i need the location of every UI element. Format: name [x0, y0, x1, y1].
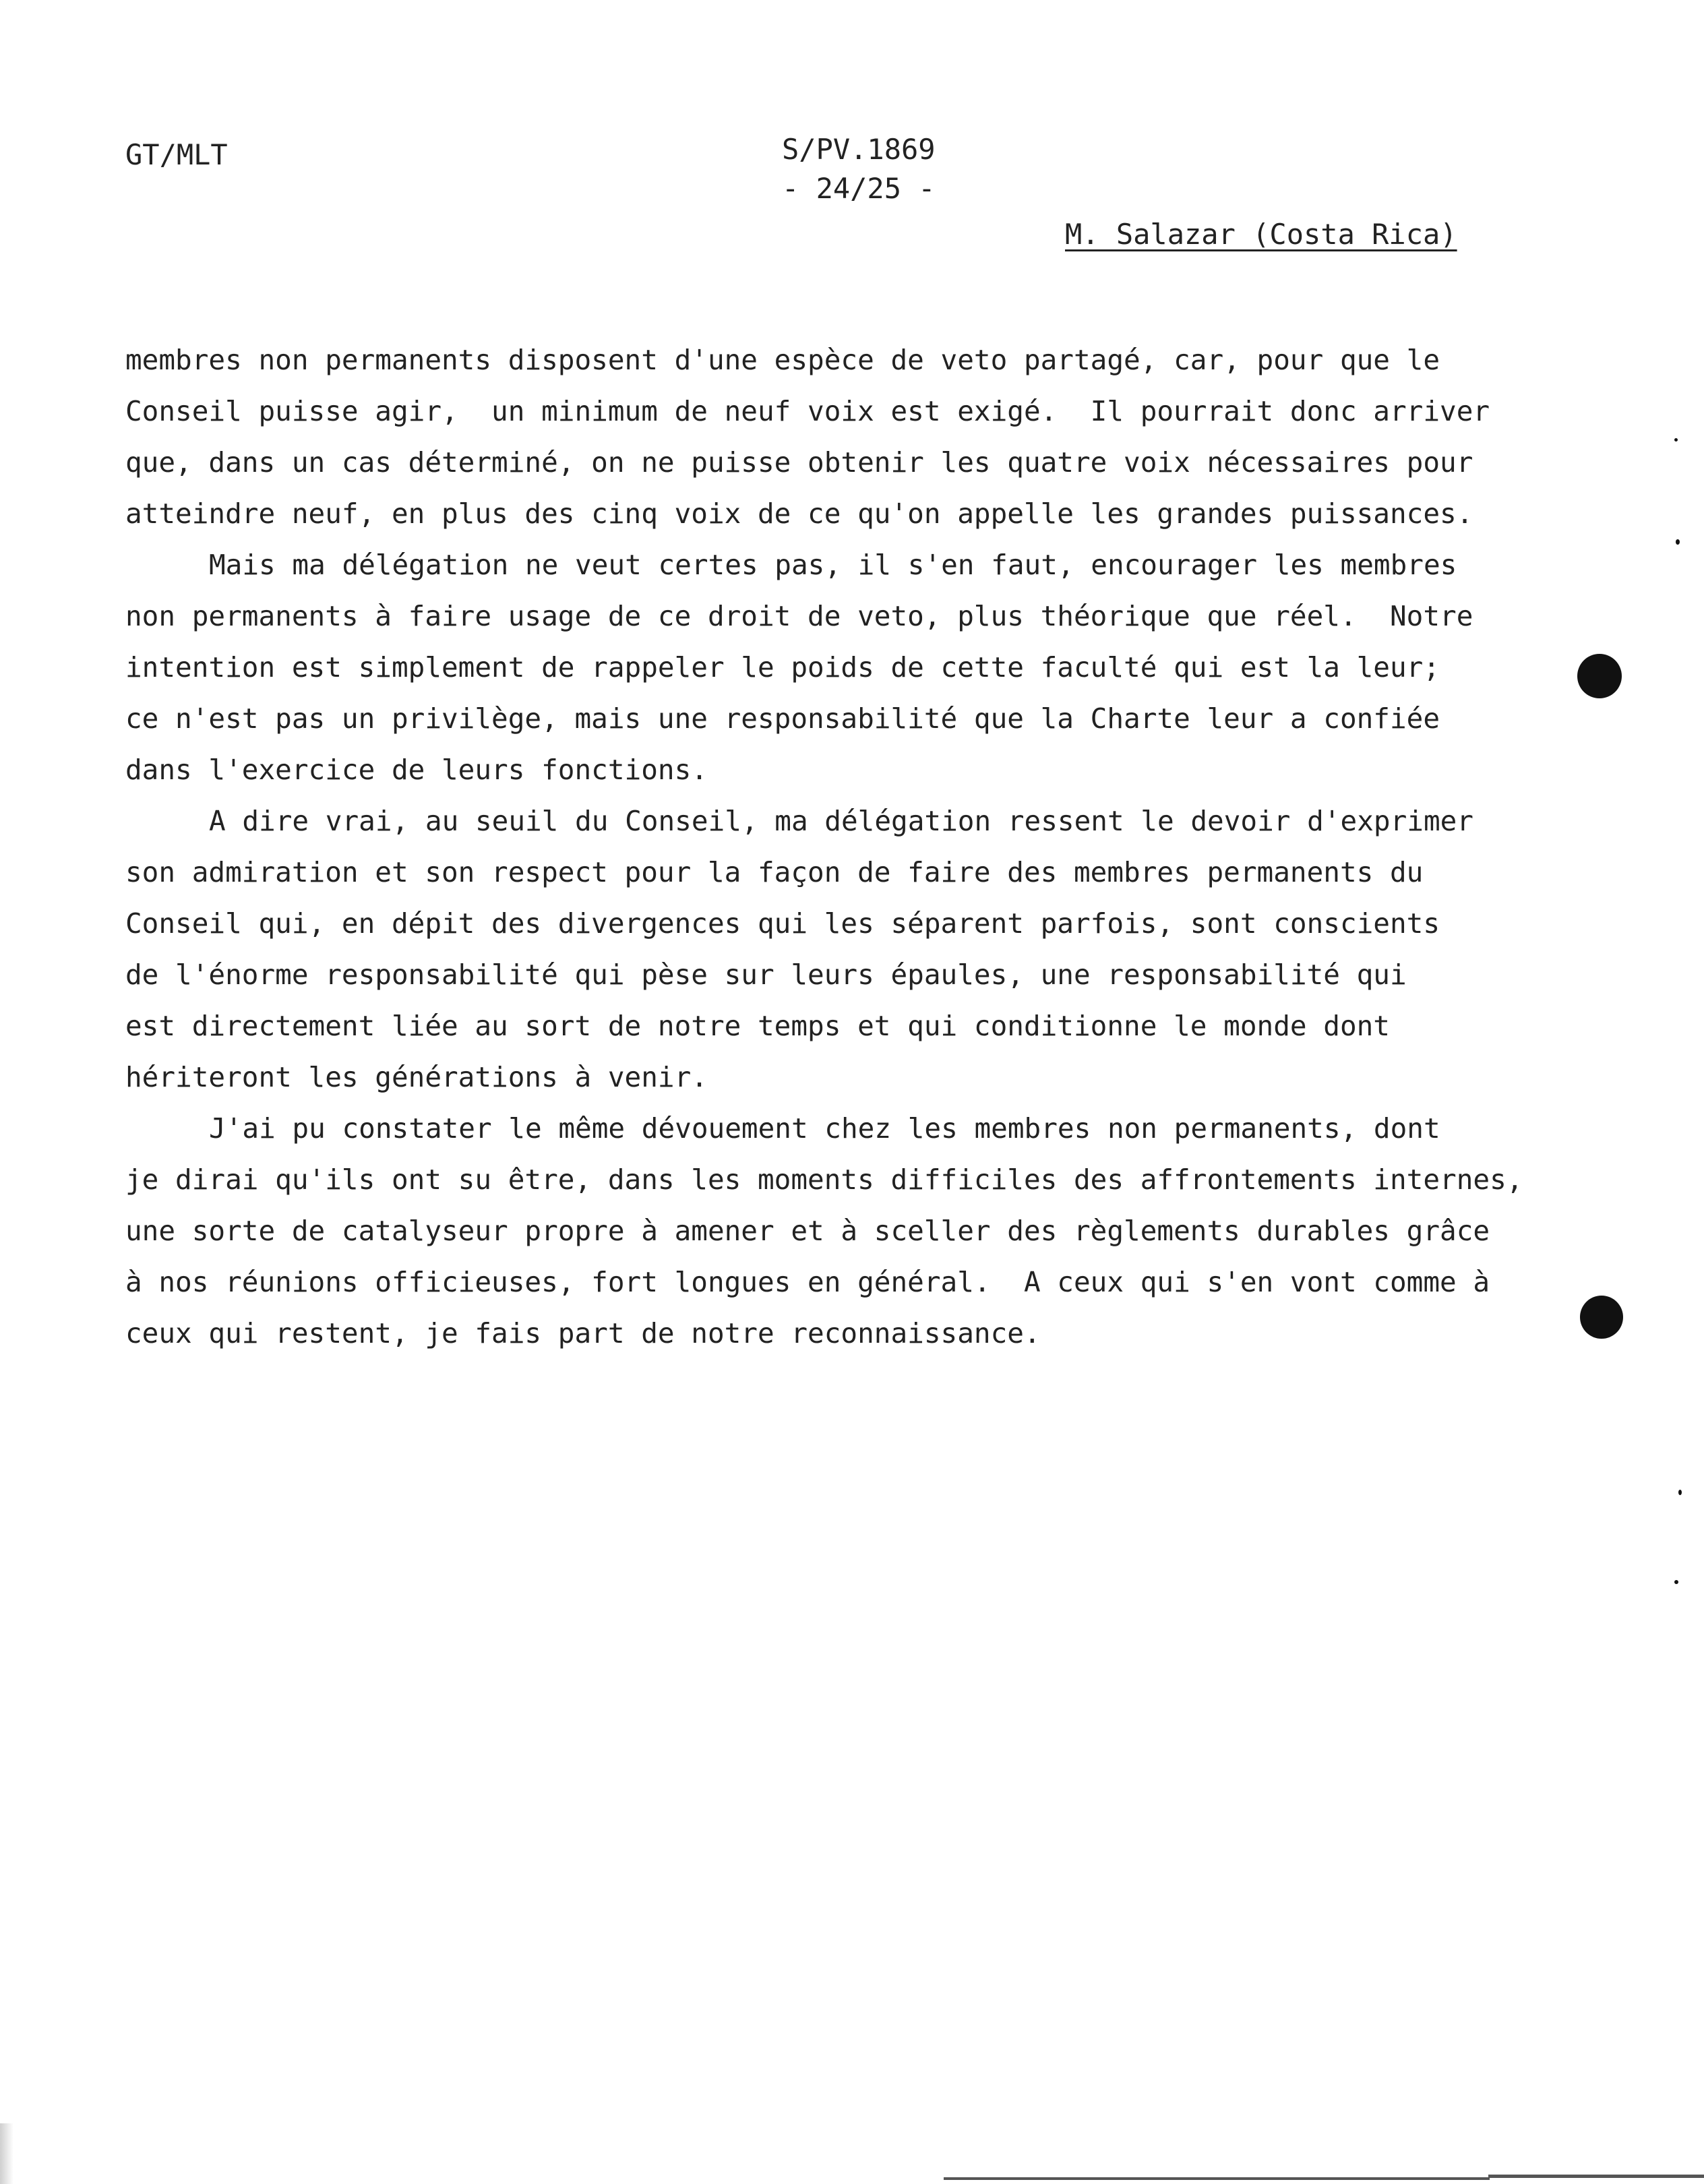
scan-speck [1678, 1490, 1682, 1495]
text-line: Mais ma délégation ne veut certes pas, il s'en faut, encourager les membres [209, 549, 1457, 581]
text-line: Conseil qui, en dépit des divergences qui les séparent parfois, sont conscients [125, 907, 1440, 940]
text-line: non permanents à faire usage de ce droit de veto, plus théorique que réel. Notre [125, 600, 1473, 632]
text-line: de l'énorme responsabilité qui pèse sur leurs épaules, une responsabilité qui [125, 959, 1407, 991]
scan-smudge [0, 2123, 13, 2184]
text-line: ce n'est pas un privilège, mais une responsabilité que la Charte leur a confiée [125, 702, 1440, 735]
scan-speck [1674, 1580, 1678, 1584]
paragraph [125, 795, 1575, 1103]
text-line: son admiration et son respect pour la façon de faire des membres permanents du [125, 856, 1424, 888]
text-line: membres non permanents disposent d'une espèce de veto partagé, car, pour que le [125, 344, 1440, 376]
text-line: dans l'exercice de leurs fonctions. [125, 754, 708, 786]
bottom-edge-line [944, 2177, 1490, 2180]
page-number: - 24/25 - [782, 172, 936, 205]
scan-speck [1676, 539, 1680, 545]
text-line: J'ai pu constater le même dévouement chez les membres non permanents, dont [209, 1112, 1440, 1145]
text-line: à nos réunions officieuses, fort longues en général. A ceux qui s'en vont comme à [125, 1266, 1490, 1298]
punch-hole-mark [1580, 1296, 1623, 1339]
reference-code: GT/MLT [125, 138, 228, 171]
text-line: que, dans un cas déterminé, on ne puisse obtenir les quatre voix nécessaires pour [125, 446, 1473, 479]
text-line: Conseil puisse agir, un minimum de neuf voix est exigé. Il pourrait donc arriver [125, 395, 1490, 427]
text-line: une sorte de catalyseur propre à amener et à sceller des règlements durables grâce [125, 1215, 1490, 1247]
text-line: intention est simplement de rappeler le poids de cette faculté qui est la leur; [125, 651, 1440, 684]
paragraph [125, 1103, 1575, 1359]
scan-speck [1674, 438, 1678, 442]
paragraph [125, 539, 1575, 795]
punch-hole-mark [1577, 654, 1622, 698]
text-line: ceux qui restent, je fais part de notre reconnaissance. [125, 1317, 1041, 1349]
text-line: est directement liée au sort de notre temps et qui conditionne le monde dont [125, 1010, 1390, 1042]
speech-body [125, 334, 1575, 1359]
text-line: A dire vrai, au seuil du Conseil, ma délégation ressent le devoir d'exprimer [209, 805, 1473, 837]
bottom-edge-line [1488, 2175, 1704, 2178]
text-line: atteindre neuf, en plus des cinq voix de ce qu'on appelle les grandes puissances. [125, 497, 1473, 530]
speaker-name: M. Salazar (Costa Rica) [1065, 218, 1457, 251]
document-symbol: S/PV.1869 [782, 133, 936, 166]
text-line: je dirai qu'ils ont su être, dans les moments difficiles des affrontements internes, [125, 1163, 1523, 1196]
text-line: hériteront les générations à venir. [125, 1061, 708, 1093]
paragraph [125, 334, 1575, 539]
